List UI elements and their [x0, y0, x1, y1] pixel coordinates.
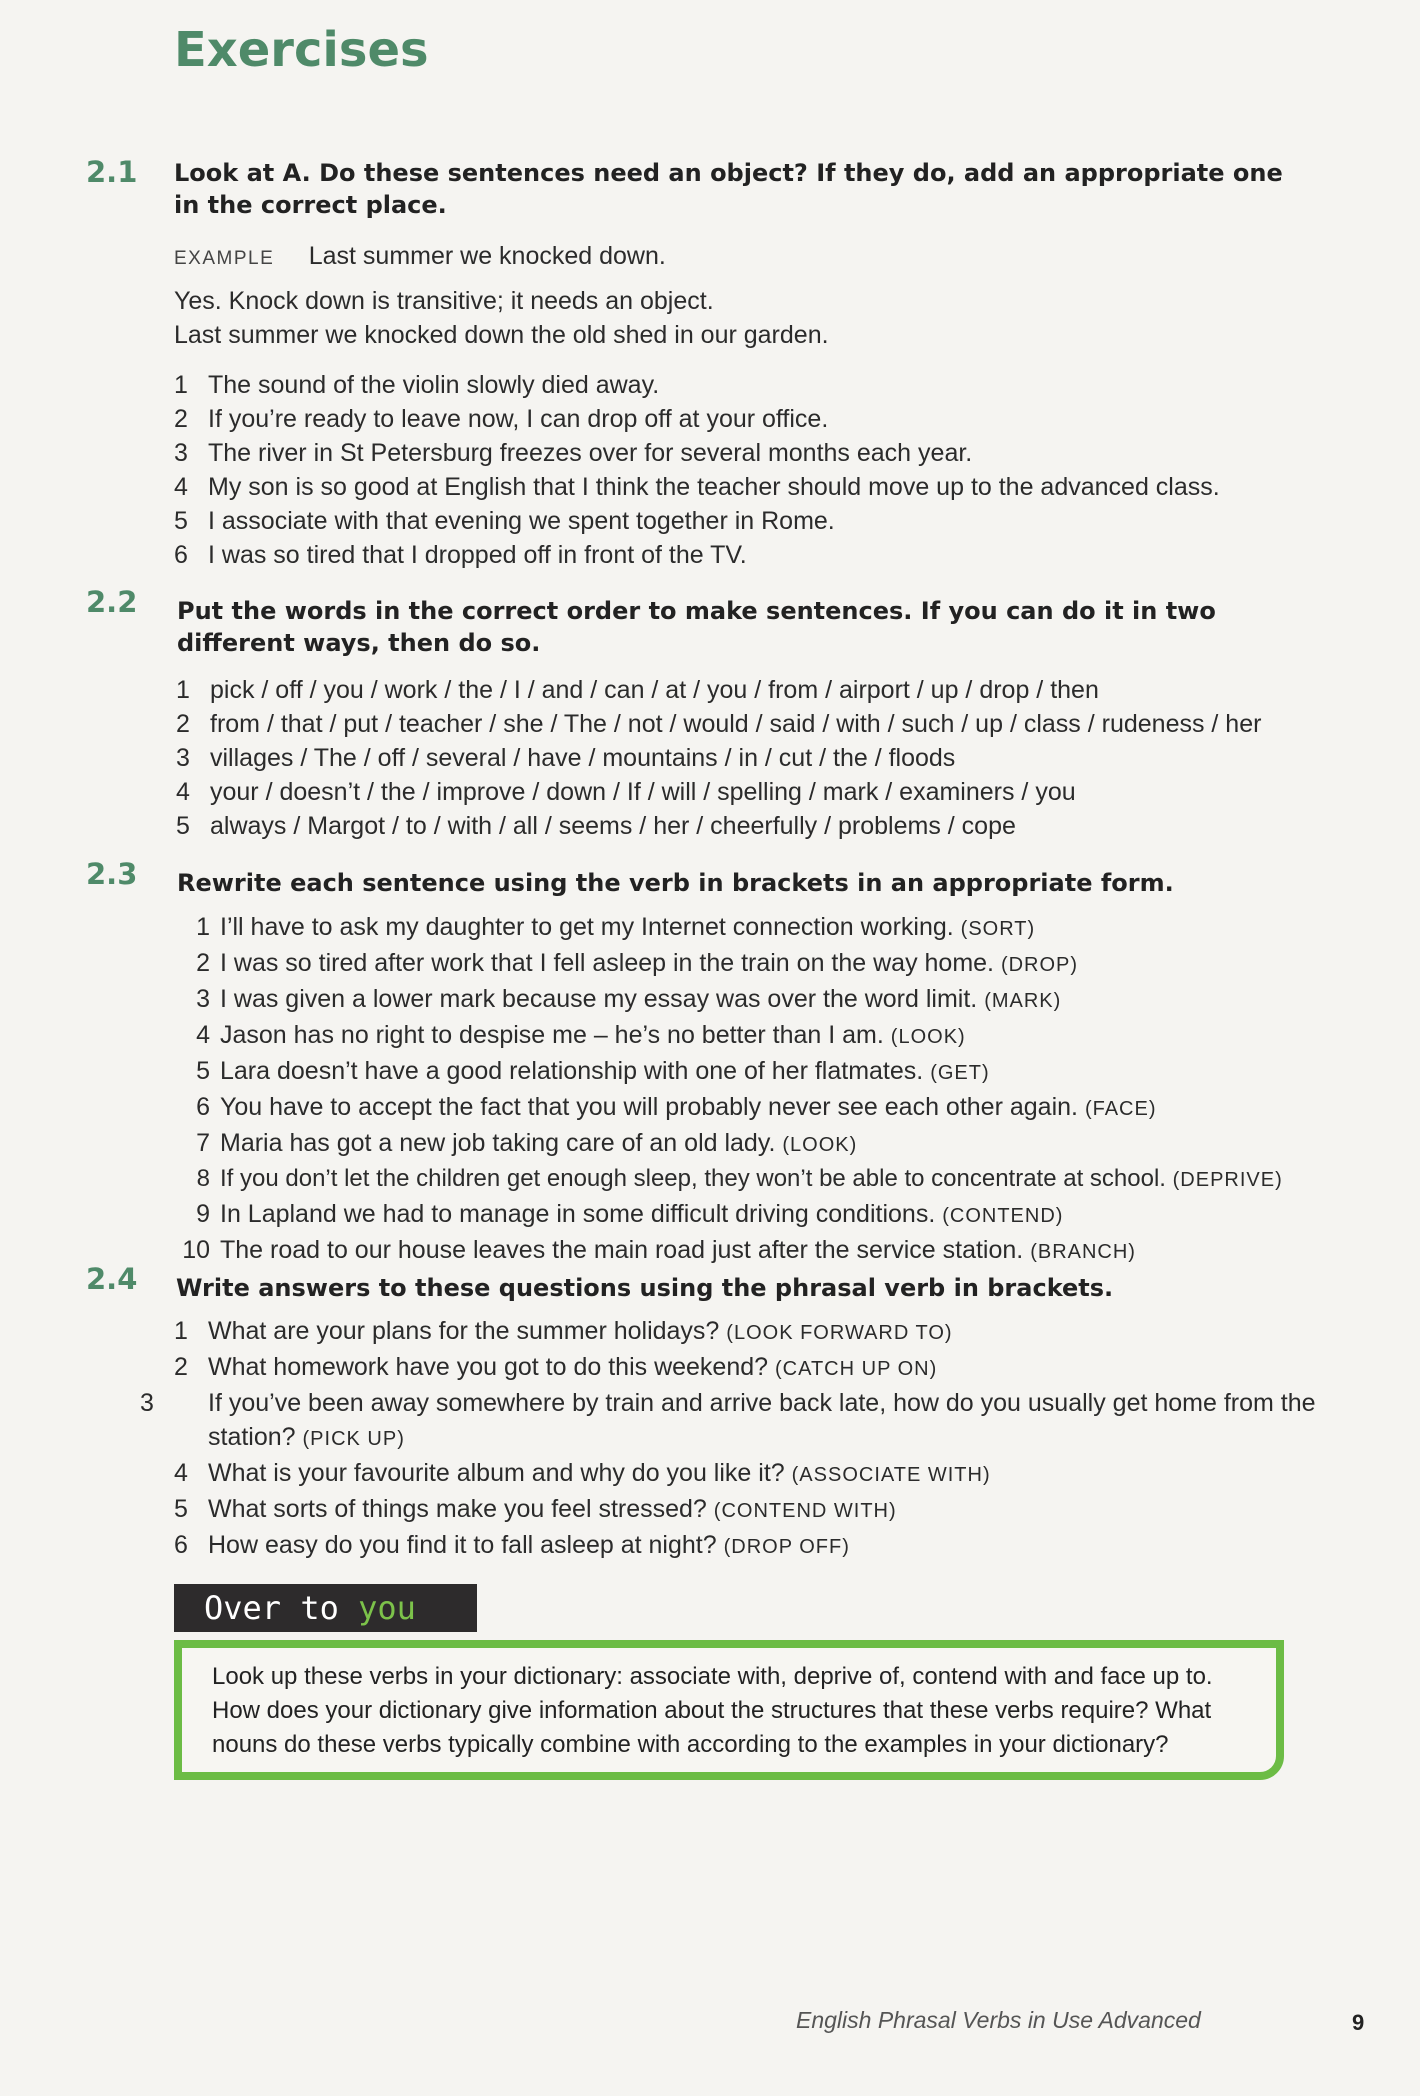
footer-book-title: English Phrasal Verbs in Use Advanced [796, 2007, 1201, 2033]
list-item: 9 In Lapland we had to manage in some difficult driving conditions. (CONTEND) [196, 1200, 1064, 1228]
exercise-2-2-list [176, 673, 1261, 843]
list-item: 3 villages / The / off / several / have / mountains / in / cut / the / floods [176, 744, 956, 772]
list-item: 4 What is your favourite album and why do you like it? (ASSOCIATE WITH) [174, 1459, 991, 1487]
exercise-2-4-list [140, 1314, 1368, 1564]
exercise-instruction: Rewrite each sentence using the verb in brackets in an appropriate form. [177, 869, 1174, 897]
list-item: 6 How easy do you find it to fall asleep at night? (DROP OFF) [174, 1531, 850, 1559]
list-item: 5 Lara doesn’t have a good relationship with one of her flatmates. (GET) [196, 1057, 990, 1085]
over-to-you-box [174, 1640, 1284, 1780]
example-answer-line: Last summer we knocked down the old shed in our garden. [174, 321, 829, 349]
page-title: Exercises [174, 22, 429, 78]
exercise-instruction: Put the words in the correct order to make sentences. If you can do it in two different ways, then do so. [177, 597, 1216, 657]
exercise-2-3-list [166, 910, 1283, 1269]
list-item: 6 You have to accept the fact that you will probably never see each other again. (FACE) [196, 1093, 1157, 1121]
example-row [174, 242, 666, 271]
list-item: 3 I was given a lower mark because my essay was over the word limit. (MARK) [196, 985, 1062, 1013]
exercise-number: 2.2 [86, 585, 138, 619]
exercise-2-1-list [174, 368, 1220, 572]
list-item: 3 If you’ve been away somewhere by train and arrive back late, how do you usually get home from the station? (PICK UP) [140, 1389, 1316, 1451]
list-item: 2 What homework have you got to do this weekend? (CATCH UP ON) [174, 1353, 938, 1381]
exercise-number: 2.1 [86, 155, 138, 189]
over-to-you-title: Over to you [174, 1584, 477, 1632]
over-to-you-line: nouns do these verbs typically combine with according to the examples in your dictionary? [212, 1731, 1169, 1758]
list-item: 8 If you don’t let the children get enough sleep, they won’t be able to concentrate at school. (DEPRIVE) [196, 1165, 1283, 1192]
over-to-you-line: How does your dictionary give information about the structures that these verbs require? What [212, 1697, 1212, 1724]
list-item: 4 My son is so good at English that I think the teacher should move up to the advanced class. [174, 473, 1220, 501]
example-sentence: Last summer we knocked down. [308, 242, 666, 270]
exercise-instruction: Write answers to these questions using the phrasal verb in brackets. [176, 1274, 1114, 1302]
list-item: 1 pick / off / you / work / the / I / and / can / at / you / from / airport / up / drop / then [176, 676, 1099, 704]
example-label: EXAMPLE [174, 248, 275, 269]
exercise-number: 2.4 [86, 1262, 138, 1296]
list-item: 5 I associate with that evening we spent together in Rome. [174, 507, 835, 535]
list-item: 3 The river in St Petersburg freezes over for several months each year. [174, 439, 973, 467]
list-item: 4 Jason has no right to despise me – he’s no better than I am. (LOOK) [196, 1021, 966, 1049]
exercise-instruction: Look at A. Do these sentences need an object? If they do, add an appropriate one in the correct place. [174, 159, 1283, 219]
list-item: 2 I was so tired after work that I fell asleep in the train on the way home. (DROP) [196, 949, 1079, 977]
list-item: 1 I’ll have to ask my daughter to get my Internet connection working. (SORT) [196, 913, 1036, 941]
example-answer [174, 284, 1274, 352]
list-item: 2 from / that / put / teacher / she / The / not / would / said / with / such / up / class / rudeness / her [176, 710, 1262, 738]
list-item: 5 What sorts of things make you feel stressed? (CONTEND WITH) [174, 1495, 897, 1523]
list-item: 10 The road to our house leaves the main road just after the service station. (BRANCH) [182, 1236, 1136, 1264]
list-item: 4 your / doesn’t / the / improve / down / If / will / spelling / mark / examiners / you [176, 778, 1076, 806]
over-to-you-text [212, 1660, 1262, 1762]
list-item: 1 What are your plans for the summer holidays? (LOOK FORWARD TO) [174, 1317, 953, 1345]
list-item: 2 If you’re ready to leave now, I can drop off at your office. [174, 405, 829, 433]
list-item: 7 Maria has got a new job taking care of an old lady. (LOOK) [196, 1129, 858, 1157]
list-item: 5 always / Margot / to / with / all / seems / her / cheerfully / problems / cope [176, 812, 1016, 840]
exercise-number: 2.3 [86, 857, 138, 891]
list-item: 1 The sound of the violin slowly died away. [174, 371, 660, 399]
example-answer-line: Yes. Knock down is transitive; it needs an object. [174, 287, 714, 315]
page-number: 9 [1352, 2010, 1365, 2035]
list-item: 6 I was so tired that I dropped off in front of the TV. [174, 541, 747, 569]
over-to-you-line: Look up these verbs in your dictionary: associate with, deprive of, contend with and face up to. [212, 1663, 1213, 1690]
